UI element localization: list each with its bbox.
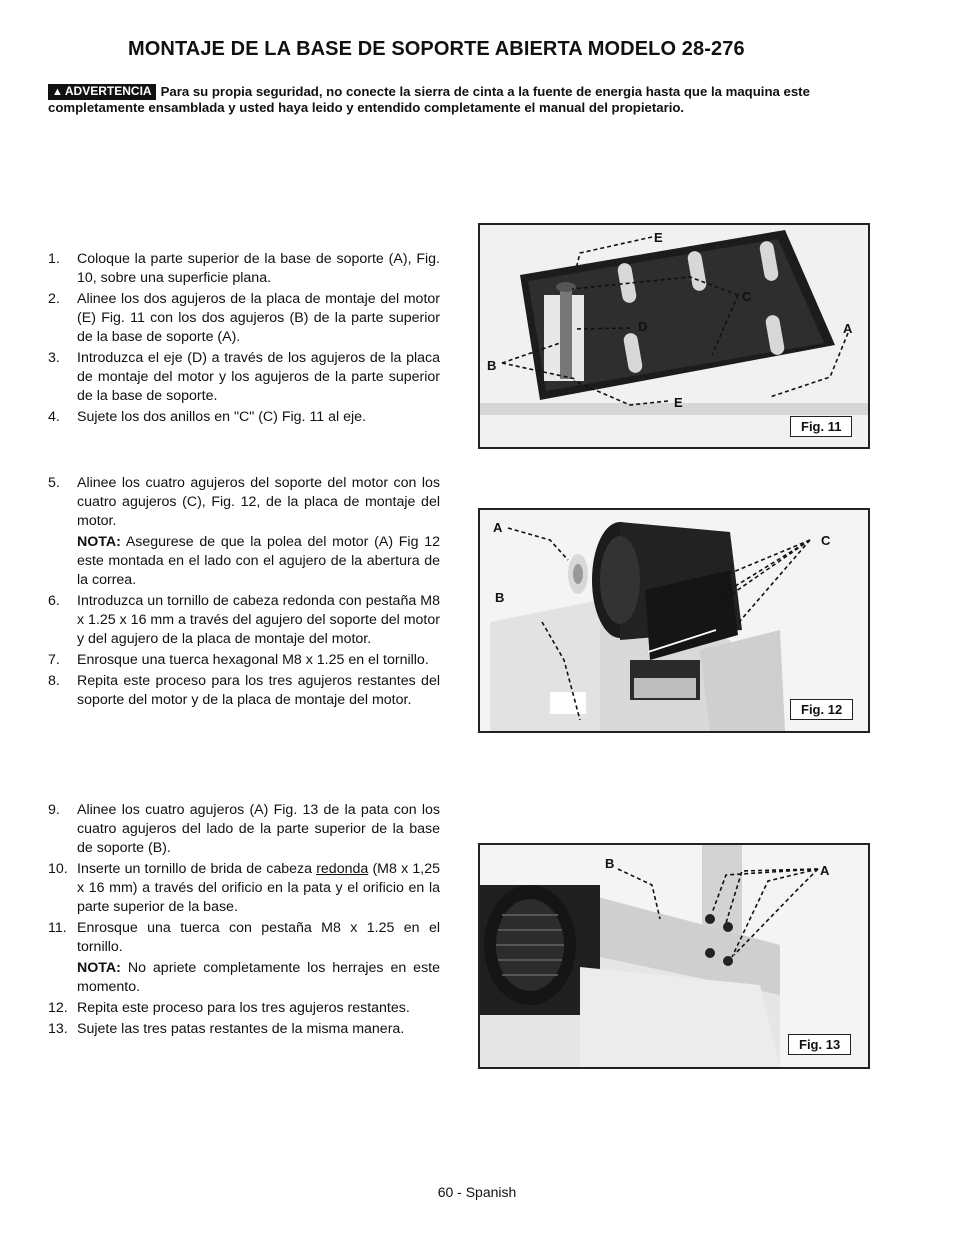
warning-triangle-icon: ▲: [52, 86, 63, 98]
step-7: 7. Enrosque una tuerca hexagonal M8 x 1.25 en el tornillo.: [48, 652, 429, 668]
fig-13-label-a: A: [820, 863, 830, 878]
fig-11-label-a: A: [843, 321, 853, 336]
step-2: 2. Alinee los dos agujeros de la placa de montaje del motor (E) Fig. 11 con los dos agujeros (B) de la parte superior de la base de soporte (A).: [48, 291, 440, 345]
warning-badge-label: ADVERTENCIA: [64, 84, 152, 98]
page-footer: 60 - Spanish: [437, 1184, 517, 1200]
step-13: 13. Sujete las tres patas restantes de la misma manera.: [48, 1021, 405, 1037]
fig-12-illustration: [480, 510, 868, 731]
warning-block: [48, 84, 878, 116]
figure-13: [478, 843, 870, 1069]
fig-12-label-a: A: [493, 520, 503, 535]
step-10: 10. Inserte un tornillo de brida de cabeza redonda (M8 x 1,25 x 16 mm) a través del orificio en la pata y el orificio en la parte superior de la base.: [48, 861, 440, 915]
figure-11: [478, 223, 870, 449]
warning-badge: [48, 84, 156, 100]
fig-11-label-c: C: [742, 289, 752, 304]
fig-11-illustration: [480, 225, 868, 447]
fig-12-label-c: C: [821, 533, 831, 548]
fig-11-label-d: D: [638, 319, 648, 334]
step-9: 9. Alinee los cuatro agujeros (A) Fig. 13 de la pata con los cuatro agujeros del lado de la parte superior de la base de soporte (B).: [48, 802, 440, 856]
step-8: 8. Repita este proceso para los tres agujeros restantes del soporte del motor y de la placa de montaje del motor.: [48, 673, 440, 708]
fig-11-label-b: B: [487, 358, 497, 373]
step-3: 3. Introduzca el eje (D) a través de los agujeros de la placa de montaje del motor y los agujeros de la parte superior de la base de soporte.: [48, 350, 440, 404]
steps-section-2: [48, 474, 440, 712]
fig-11-caption: Fig. 11: [790, 416, 852, 437]
steps-section-1: [48, 250, 440, 429]
note-hardware: NOTA: No apriete completamente los herrajes en este momento.: [77, 960, 440, 995]
fig-12-label-b: B: [495, 590, 505, 605]
warning-text: Para su propia seguridad, no conecte la sierra de cinta a la fuente de energia hasta que la maquina este completamente ensamblada y usted haya leido y entendido completamente el manual del propietario.: [48, 84, 810, 115]
figure-12: [478, 508, 870, 733]
step-6: 6. Introduzca un tornillo de cabeza redonda con pestaña M8 x 1.25 x 16 mm a través del agujero del soporte del motor y del agujero de la placa de montaje del motor.: [48, 593, 440, 647]
fig-11-label-e-top: E: [654, 230, 663, 245]
note-motor-pulley: NOTA: Asegurese de que la polea del motor (A) Fig 12 este montada en el lado con el agujero de la abertura de la correa.: [77, 534, 440, 588]
step-11: 11. Enrosque una tuerca con pestaña M8 x 1.25 en el tornillo.: [48, 920, 440, 955]
step-4: 4. Sujete los dos anillos en "C" (C) Fig. 11 al eje.: [48, 409, 366, 425]
step-5: 5. Alinee los cuatro agujeros del soporte del motor con los cuatro agujeros (C), Fig. 12, de la placa de montaje del motor.: [48, 475, 440, 529]
fig-11-label-e-bottom: E: [674, 395, 683, 410]
fig-12-caption: Fig. 12: [790, 699, 853, 720]
fig-13-label-b: B: [605, 856, 615, 871]
step-12: 12. Repita este proceso para los tres agujeros restantes.: [48, 1000, 410, 1016]
steps-section-3: [48, 801, 440, 1041]
fig-13-caption: Fig. 13: [788, 1034, 851, 1055]
step-1: 1. Coloque la parte superior de la base de soporte (A), Fig. 10, sobre una superficie plana.: [48, 251, 440, 286]
page-title: MONTAJE DE LA BASE DE SOPORTE ABIERTA MODELO 28-276: [128, 38, 745, 60]
